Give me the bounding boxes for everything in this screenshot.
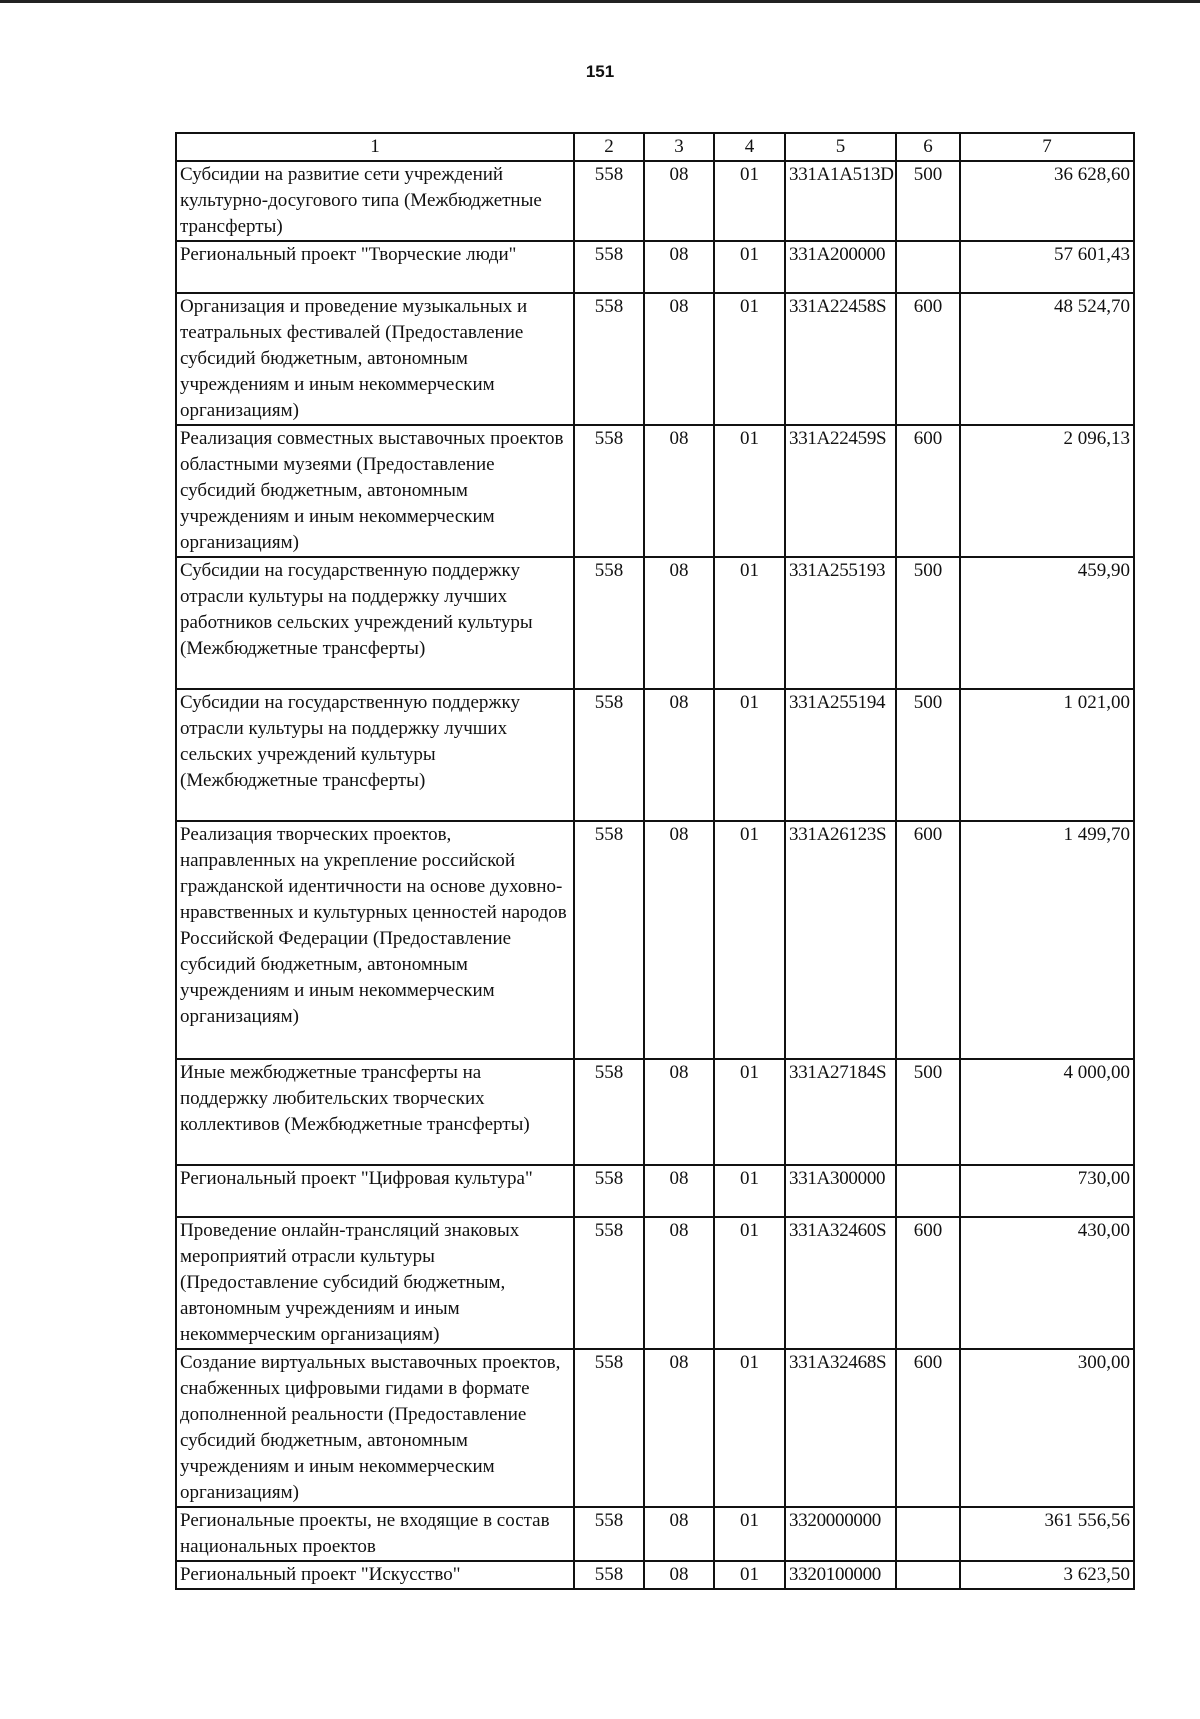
row-col-7: 4 000,00 bbox=[960, 1059, 1134, 1165]
table-row bbox=[176, 821, 1134, 1059]
row-col-5: 331A1A513D bbox=[785, 161, 896, 241]
row-col-4: 01 bbox=[714, 293, 785, 425]
header-col-6: 6 bbox=[896, 133, 960, 161]
header-col-2: 2 bbox=[574, 133, 644, 161]
row-col-4: 01 bbox=[714, 1507, 785, 1561]
row-name: Создание виртуальных выставочных проектов, снабженных цифровыми гидами в формате дополненной реальности (Предоставление субсидий бюджетным, автономным учреждениям и иным некоммерческим организациям) bbox=[176, 1349, 574, 1507]
table-row bbox=[176, 1217, 1134, 1349]
row-col-6: 600 bbox=[896, 293, 960, 425]
row-col-6 bbox=[896, 1561, 960, 1589]
row-col-6: 500 bbox=[896, 557, 960, 689]
table-row bbox=[176, 293, 1134, 425]
row-col-6: 600 bbox=[896, 425, 960, 557]
row-col-4: 01 bbox=[714, 1059, 785, 1165]
row-col-3: 08 bbox=[644, 1217, 714, 1349]
row-col-3: 08 bbox=[644, 1561, 714, 1589]
header-col-1: 1 bbox=[176, 133, 574, 161]
row-col-4: 01 bbox=[714, 821, 785, 1059]
header-col-5: 5 bbox=[785, 133, 896, 161]
row-col-7: 3 623,50 bbox=[960, 1561, 1134, 1589]
top-rule bbox=[0, 0, 1200, 3]
row-col-6: 500 bbox=[896, 161, 960, 241]
row-col-5: 331A200000 bbox=[785, 241, 896, 293]
row-col-5: 331A255193 bbox=[785, 557, 896, 689]
row-col-7: 459,90 bbox=[960, 557, 1134, 689]
row-name: Субсидии на государственную поддержку отрасли культуры на поддержку лучших работников сельских учреждений культуры (Межбюджетные трансферты) bbox=[176, 557, 574, 689]
row-col-2: 558 bbox=[574, 425, 644, 557]
row-col-2: 558 bbox=[574, 241, 644, 293]
row-col-6: 600 bbox=[896, 1349, 960, 1507]
row-col-6: 500 bbox=[896, 689, 960, 821]
row-col-5: 331A22459S bbox=[785, 425, 896, 557]
row-col-7: 300,00 bbox=[960, 1349, 1134, 1507]
row-name: Региональный проект "Искусство" bbox=[176, 1561, 574, 1589]
row-col-4: 01 bbox=[714, 1561, 785, 1589]
row-col-3: 08 bbox=[644, 241, 714, 293]
row-name: Реализация творческих проектов, направленных на укрепление российской гражданской идентичности на основе духовно-нравственных и культурных ценностей народов Российской Федерации (Предоставление субсидий бюджетным, автономным учреждениям и иным некоммерческим организациям) bbox=[176, 821, 574, 1059]
header-row bbox=[176, 133, 1134, 161]
row-col-3: 08 bbox=[644, 293, 714, 425]
row-col-2: 558 bbox=[574, 293, 644, 425]
row-col-5: 3320100000 bbox=[785, 1561, 896, 1589]
row-name: Проведение онлайн-трансляций знаковых мероприятий отрасли культуры (Предоставление субсидий бюджетным, автономным учреждениям и иным некоммерческим организациям) bbox=[176, 1217, 574, 1349]
row-col-4: 01 bbox=[714, 1349, 785, 1507]
row-col-3: 08 bbox=[644, 1349, 714, 1507]
table-row bbox=[176, 1165, 1134, 1217]
row-name: Иные межбюджетные трансферты на поддержку любительских творческих коллективов (Межбюджетные трансферты) bbox=[176, 1059, 574, 1165]
row-col-4: 01 bbox=[714, 1217, 785, 1349]
table-row bbox=[176, 241, 1134, 293]
row-col-5: 331A32468S bbox=[785, 1349, 896, 1507]
row-col-3: 08 bbox=[644, 1059, 714, 1165]
row-col-7: 430,00 bbox=[960, 1217, 1134, 1349]
row-col-4: 01 bbox=[714, 161, 785, 241]
row-col-7: 730,00 bbox=[960, 1165, 1134, 1217]
row-col-5: 331A26123S bbox=[785, 821, 896, 1059]
row-col-2: 558 bbox=[574, 689, 644, 821]
row-col-2: 558 bbox=[574, 557, 644, 689]
header-col-3: 3 bbox=[644, 133, 714, 161]
row-col-5: 331A300000 bbox=[785, 1165, 896, 1217]
row-col-7: 2 096,13 bbox=[960, 425, 1134, 557]
page-number: 151 bbox=[585, 62, 615, 81]
row-col-5: 331A32460S bbox=[785, 1217, 896, 1349]
row-col-6 bbox=[896, 1165, 960, 1217]
row-col-3: 08 bbox=[644, 161, 714, 241]
row-name: Региональные проекты, не входящие в состав национальных проектов bbox=[176, 1507, 574, 1561]
row-col-4: 01 bbox=[714, 557, 785, 689]
row-col-7: 1 021,00 bbox=[960, 689, 1134, 821]
row-name: Организация и проведение музыкальных и театральных фестивалей (Предоставление субсидий бюджетным, автономным учреждениям и иным некоммерческим организациям) bbox=[176, 293, 574, 425]
table-row bbox=[176, 557, 1134, 689]
table-row bbox=[176, 1349, 1134, 1507]
budget-table bbox=[175, 132, 1135, 1590]
row-col-5: 331A22458S bbox=[785, 293, 896, 425]
row-col-7: 361 556,56 bbox=[960, 1507, 1134, 1561]
row-col-3: 08 bbox=[644, 1165, 714, 1217]
row-col-5: 3320000000 bbox=[785, 1507, 896, 1561]
row-col-3: 08 bbox=[644, 557, 714, 689]
table-row bbox=[176, 1059, 1134, 1165]
row-name: Региональный проект "Цифровая культура" bbox=[176, 1165, 574, 1217]
row-col-7: 1 499,70 bbox=[960, 821, 1134, 1059]
row-name: Субсидии на государственную поддержку отрасли культуры на поддержку лучших сельских учреждений культуры (Межбюджетные трансферты) bbox=[176, 689, 574, 821]
row-col-2: 558 bbox=[574, 161, 644, 241]
table-row bbox=[176, 161, 1134, 241]
row-col-3: 08 bbox=[644, 1507, 714, 1561]
row-col-6: 500 bbox=[896, 1059, 960, 1165]
row-col-7: 48 524,70 bbox=[960, 293, 1134, 425]
table-row bbox=[176, 425, 1134, 557]
row-col-4: 01 bbox=[714, 689, 785, 821]
row-col-2: 558 bbox=[574, 1349, 644, 1507]
row-col-2: 558 bbox=[574, 1507, 644, 1561]
row-col-2: 558 bbox=[574, 821, 644, 1059]
row-col-3: 08 bbox=[644, 689, 714, 821]
row-col-4: 01 bbox=[714, 241, 785, 293]
row-col-6: 600 bbox=[896, 821, 960, 1059]
header-col-7: 7 bbox=[960, 133, 1134, 161]
row-col-2: 558 bbox=[574, 1059, 644, 1165]
row-col-6 bbox=[896, 241, 960, 293]
row-col-6 bbox=[896, 1507, 960, 1561]
row-name: Субсидии на развитие сети учреждений культурно-досугового типа (Межбюджетные трансферты) bbox=[176, 161, 574, 241]
row-col-7: 57 601,43 bbox=[960, 241, 1134, 293]
row-name: Региональный проект "Творческие люди" bbox=[176, 241, 574, 293]
table-row bbox=[176, 1507, 1134, 1561]
table-row bbox=[176, 689, 1134, 821]
row-col-5: 331A27184S bbox=[785, 1059, 896, 1165]
row-col-4: 01 bbox=[714, 425, 785, 557]
table-row bbox=[176, 1561, 1134, 1589]
row-col-5: 331A255194 bbox=[785, 689, 896, 821]
row-col-2: 558 bbox=[574, 1165, 644, 1217]
row-col-4: 01 bbox=[714, 1165, 785, 1217]
row-col-6: 600 bbox=[896, 1217, 960, 1349]
row-col-2: 558 bbox=[574, 1561, 644, 1589]
row-name: Реализация совместных выставочных проектов областными музеями (Предоставление субсидий бюджетным, автономным учреждениям и иным некоммерческим организациям) bbox=[176, 425, 574, 557]
row-col-3: 08 bbox=[644, 821, 714, 1059]
header-col-4: 4 bbox=[714, 133, 785, 161]
row-col-2: 558 bbox=[574, 1217, 644, 1349]
row-col-7: 36 628,60 bbox=[960, 161, 1134, 241]
row-col-3: 08 bbox=[644, 425, 714, 557]
